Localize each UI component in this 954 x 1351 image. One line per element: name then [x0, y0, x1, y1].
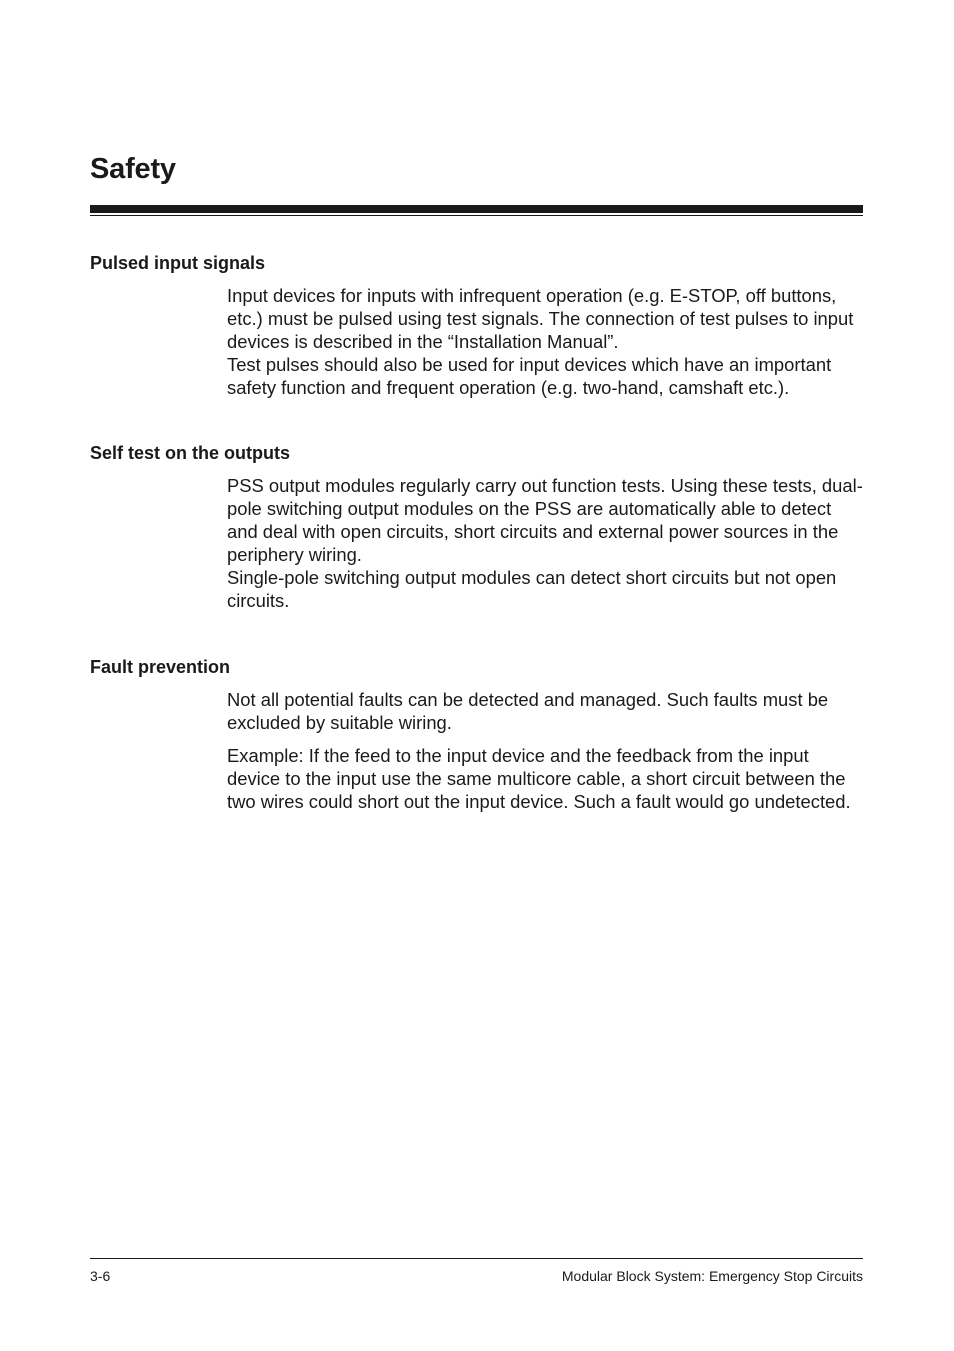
paragraph: Input devices for inputs with infrequent operation (e.g. E-STOP, off buttons, etc.) must be pulsed using test signals. The connection of test pulses to input devices is described in the “Installation Manual”. — [227, 285, 854, 352]
paragraph: Test pulses should also be used for input devices which have an important safety function and frequent operation (e.g. two-hand, camshaft etc.). — [227, 354, 832, 398]
page-title: Safety — [90, 153, 176, 185]
paragraph: PSS output modules regularly carry out function tests. Using these tests, dual-pole switching output modules on the PSS are automatically able to detect and deal with open circuits, short circuits and external power sources in the periphery wiring. — [227, 475, 863, 565]
footer-rule — [90, 1258, 863, 1259]
title-rule-thick — [90, 205, 863, 213]
paragraph: Single-pole switching output modules can detect short circuits but not open circuits. — [227, 567, 837, 611]
title-rule-thin — [90, 215, 863, 216]
footer-page-number: 3-6 — [90, 1268, 111, 1284]
section-body — [227, 688, 863, 813]
section-pulsed-input-signals — [90, 252, 863, 399]
section-heading: Self test on the outputs — [90, 443, 290, 463]
section-fault-prevention — [90, 656, 863, 813]
paragraph: Example: If the feed to the input device and the feedback from the input device to the input use the same multicore cable, a short circuit between the two wires could short out the input device. Such a fault would go undetected. — [227, 745, 851, 812]
section-self-test-outputs — [90, 442, 863, 612]
section-body — [227, 284, 863, 399]
paragraph: Not all potential faults can be detected and managed. Such faults must be excluded by suitable wiring. — [227, 689, 829, 733]
section-heading: Fault prevention — [90, 657, 231, 677]
footer-document-title: Modular Block System: Emergency Stop Circuits — [561, 1268, 863, 1284]
section-body — [227, 474, 863, 612]
section-heading: Pulsed input signals — [90, 253, 266, 273]
